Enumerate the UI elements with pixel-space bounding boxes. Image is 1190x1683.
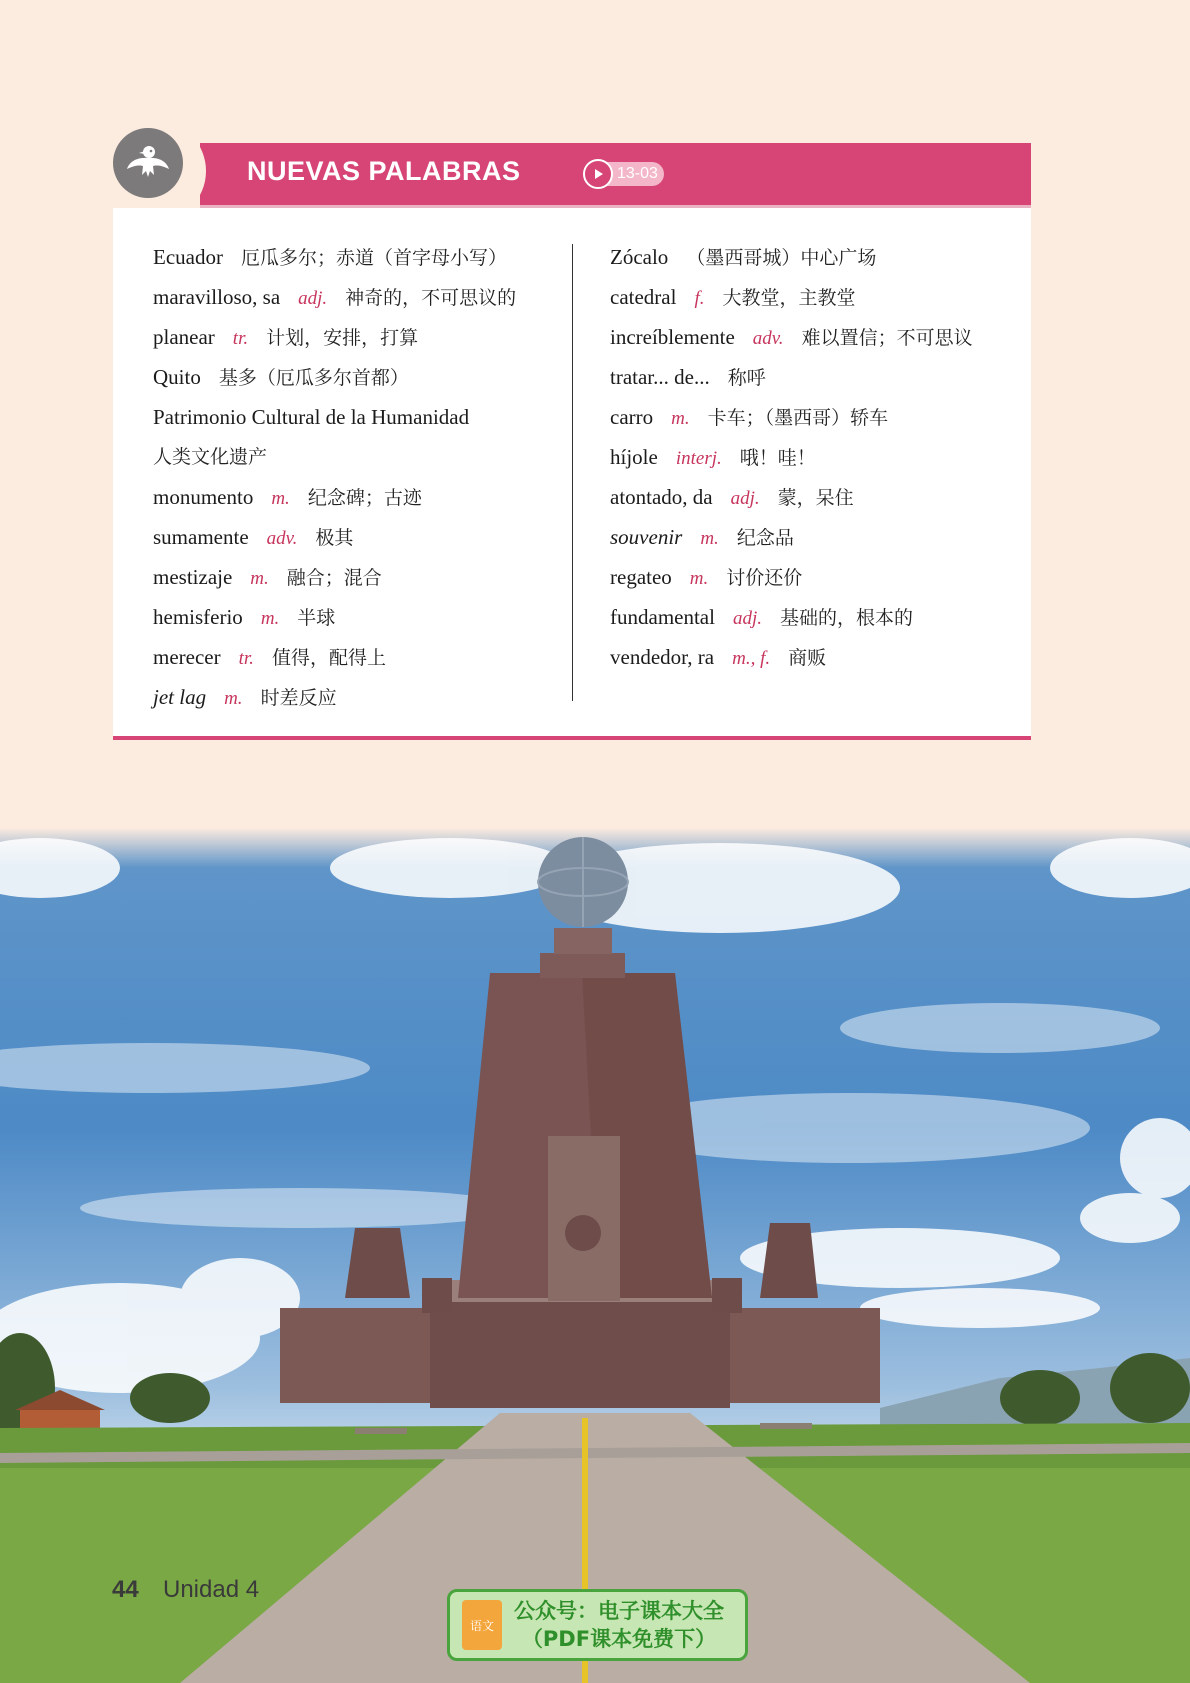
vocab-word: regateo	[610, 565, 672, 589]
vocab-definition: 难以置信；不可思议	[801, 327, 973, 349]
vocab-entry	[153, 597, 516, 637]
vocab-entry	[153, 637, 516, 677]
bird-emblem-icon	[113, 128, 183, 198]
vocab-definition: （墨西哥城）中心广场	[686, 247, 877, 269]
promo-text	[514, 1597, 724, 1653]
vocab-definition: 商贩	[788, 647, 827, 669]
vocab-word: atontado, da	[610, 485, 713, 509]
part-of-speech: interj.	[675, 448, 722, 469]
promo-line-2: （PDF课本免费下）	[521, 1627, 717, 1651]
vocab-entry	[610, 357, 973, 397]
vocab-entry	[610, 277, 973, 317]
vocab-entry	[153, 557, 516, 597]
section-title: NUEVAS PALABRAS	[247, 156, 521, 186]
part-of-speech: f.	[694, 288, 705, 309]
part-of-speech: adv.	[752, 328, 784, 349]
part-of-speech: m.	[224, 688, 243, 709]
vocab-word: Ecuador	[153, 245, 223, 269]
audio-track-tag[interactable]	[583, 159, 664, 189]
book-logo-label: 语文	[469, 1618, 494, 1633]
part-of-speech: adv.	[266, 528, 298, 549]
vocab-word: catedral	[610, 285, 677, 309]
vocab-entry	[153, 477, 516, 517]
vocab-definition: 哦！哇！	[739, 447, 816, 469]
vocab-word: Zócalo	[610, 245, 669, 269]
book-logo-icon	[462, 1600, 502, 1650]
part-of-speech: m.	[250, 568, 269, 589]
vocab-entry	[153, 677, 516, 717]
vocab-word: sumamente	[153, 525, 249, 549]
vocab-entry	[610, 477, 973, 517]
promo-line-1: 公众号：电子课本大全	[514, 1599, 724, 1623]
vocab-word: merecer	[153, 645, 221, 669]
vocab-word: planear	[153, 325, 215, 349]
vocab-definition: 蒙，呆住	[777, 487, 854, 509]
part-of-speech: adj.	[298, 288, 328, 309]
vocab-definition: 卡车；（墨西哥）轿车	[707, 407, 889, 429]
unit-label: Unidad 4	[163, 1576, 260, 1603]
vocab-word: mestizaje	[153, 565, 233, 589]
vocab-definition: 值得，配得上	[271, 647, 386, 669]
vocab-entry	[610, 517, 973, 557]
play-icon[interactable]	[583, 159, 613, 189]
vocab-definition: 讨价还价	[726, 567, 803, 589]
vocabulary-list-left	[153, 237, 516, 717]
vocab-word: Patrimonio Cultural de la Humanidad	[153, 405, 470, 429]
vocab-definition: 大教堂，主教堂	[722, 287, 856, 309]
vocab-word: Quito	[153, 365, 201, 389]
vocab-entry	[610, 557, 973, 597]
vocab-word: jet lag	[153, 685, 207, 709]
vocab-definition: 基础的，根本的	[780, 607, 914, 629]
vocab-definition: 计划，安排，打算	[266, 327, 419, 349]
vocab-word: maravilloso, sa	[153, 285, 281, 309]
part-of-speech: m.	[271, 488, 290, 509]
vocab-definition: 厄瓜多尔；赤道（首字母小写）	[240, 247, 507, 269]
vocab-definition: 极其	[315, 527, 354, 549]
vocab-word: vendedor, ra	[610, 645, 715, 669]
vocab-definition: 基多（厄瓜多尔首都）	[218, 367, 409, 389]
page-number: 44	[112, 1576, 139, 1603]
monument-photo	[0, 828, 1190, 1683]
vocab-definition: 神奇的，不可思议的	[345, 287, 517, 309]
part-of-speech: tr.	[238, 648, 254, 669]
promo-banner	[447, 1589, 748, 1661]
vocab-entry	[610, 237, 973, 277]
vocabulary-list-right	[610, 237, 973, 677]
vocab-entry	[153, 317, 516, 357]
part-of-speech: m.	[689, 568, 709, 589]
part-of-speech: adj.	[730, 488, 760, 509]
column-divider	[572, 244, 573, 701]
vocab-definition: 纪念品	[736, 527, 794, 549]
vocab-entry	[153, 397, 516, 437]
vocab-definition: 融合；混合	[286, 567, 382, 589]
vocab-definition: 纪念碑；古迹	[307, 487, 422, 509]
vocab-entry	[610, 317, 973, 357]
vocab-entry	[153, 357, 516, 397]
vocab-entry	[153, 237, 516, 277]
part-of-speech: m., f.	[732, 648, 771, 669]
vocab-definition: 半球	[297, 607, 336, 629]
vocab-entry	[610, 637, 973, 677]
vocab-word: híjole	[610, 445, 658, 469]
vocab-entry	[610, 397, 973, 437]
vocab-definition: 人类文化遗产	[153, 446, 268, 468]
vocab-word: increíblemente	[610, 325, 735, 349]
part-of-speech: m.	[260, 608, 280, 629]
vocab-word: hemisferio	[153, 605, 243, 629]
vocab-entry	[610, 597, 973, 637]
vocab-word: carro	[610, 405, 654, 429]
vocab-entry	[153, 437, 516, 477]
vocab-word: souvenir	[610, 525, 683, 549]
audio-track-code: 13-03	[607, 162, 664, 186]
part-of-speech: adj.	[732, 608, 762, 629]
part-of-speech: m.	[671, 408, 690, 429]
part-of-speech: m.	[700, 528, 719, 549]
vocab-definition: 称呼	[727, 367, 766, 389]
vocab-entry	[610, 437, 973, 477]
vocab-entry	[153, 277, 516, 317]
vocab-entry	[153, 517, 516, 557]
vocab-word: monumento	[153, 485, 254, 509]
vocab-word: tratar... de...	[610, 365, 710, 389]
part-of-speech: tr.	[232, 328, 249, 349]
vocab-word: fundamental	[610, 605, 715, 629]
vocab-definition: 时差反应	[260, 687, 337, 709]
